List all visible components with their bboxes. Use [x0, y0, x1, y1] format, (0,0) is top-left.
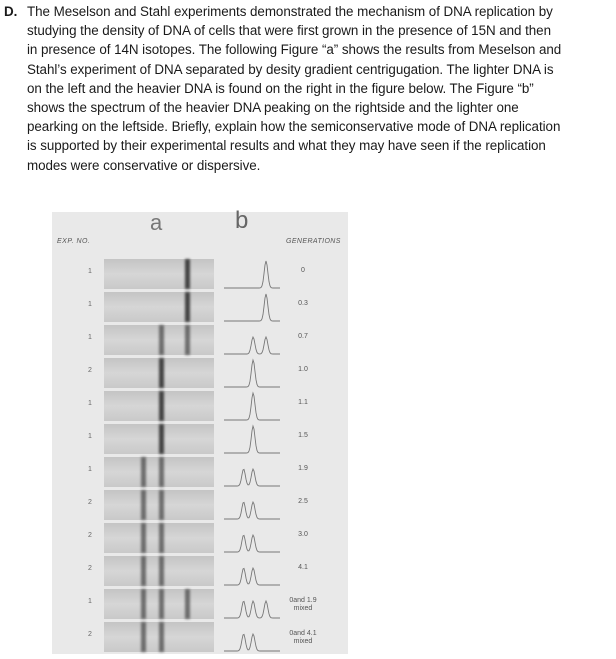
generation-value: 0and 1.9 mixed [289, 597, 317, 612]
dna-band [159, 457, 164, 487]
centrifuge-strip [104, 358, 214, 388]
exp-number: 2 [88, 499, 92, 506]
centrifuge-strip [104, 589, 214, 619]
density-spectrum [222, 455, 282, 489]
centrifuge-strip [104, 424, 214, 454]
centrifuge-strip [104, 292, 214, 322]
generation-value: 2.5 [298, 498, 308, 505]
centrifuge-strip [104, 523, 214, 553]
spectrum-curve [224, 294, 280, 321]
figure-row [52, 553, 348, 588]
centrifuge-strip [104, 259, 214, 289]
density-spectrum [222, 620, 282, 654]
centrifuge-strip [104, 556, 214, 586]
centrifuge-strip [104, 391, 214, 421]
dna-band [141, 523, 146, 553]
spectrum-curve [224, 568, 280, 585]
figure-row [52, 421, 348, 456]
generation-value: 3.0 [298, 531, 308, 538]
spectrum-curve [224, 360, 280, 387]
dna-band [185, 292, 190, 322]
generation-value: 1.9 [298, 465, 308, 472]
dna-band [159, 589, 164, 619]
spectrum-curve [224, 502, 280, 519]
dna-band [185, 325, 190, 355]
figure-row [52, 487, 348, 522]
figure-row [52, 289, 348, 324]
exp-number: 2 [88, 532, 92, 539]
centrifuge-strip [104, 325, 214, 355]
density-spectrum [222, 323, 282, 357]
centrifuge-strip [104, 490, 214, 520]
dna-band [141, 622, 146, 652]
dna-band [159, 523, 164, 553]
spectrum-curve [224, 469, 280, 486]
density-spectrum [222, 290, 282, 324]
figure-row [52, 388, 348, 423]
figure-row [52, 454, 348, 489]
dna-band [159, 556, 164, 586]
centrifuge-strip [104, 622, 214, 652]
exp-number: 1 [88, 598, 92, 605]
dna-band [141, 490, 146, 520]
generation-value: 1.0 [298, 366, 308, 373]
figure-a-label: a [150, 210, 163, 235]
figure-row [52, 355, 348, 390]
exp-number: 2 [88, 367, 92, 374]
spectrum-curve [224, 634, 280, 651]
question-label: D. [4, 4, 18, 19]
generation-value: 0 [301, 267, 305, 274]
density-spectrum [222, 422, 282, 456]
figure-row [52, 619, 348, 654]
dna-band [159, 622, 164, 652]
generation-value: 0.3 [298, 300, 308, 307]
dna-band [141, 589, 146, 619]
density-spectrum [222, 488, 282, 522]
exp-number: 1 [88, 334, 92, 341]
exp-no-header: EXP. NO. [57, 238, 91, 245]
meselson-stahl-figure [52, 207, 348, 654]
generation-value: 0and 4.1 mixed [289, 630, 317, 645]
spectrum-curve [224, 601, 280, 618]
figure-row [52, 256, 348, 291]
density-spectrum [222, 554, 282, 588]
figure-b-label: b [235, 207, 249, 234]
question-text: The Meselson and Stahl experiments demonstrated the mechanism of DNA replication by studying the density of DNA of cells that were first grown in the presence of 15N and then in presence of 14N isotopes. The following Figure “a” shows the results from Meselson and Stahl’s experiment of DNA separated by desity gradient centrigugation. The lighter DNA is on the left and the heavier DNA is found on the right in the figure below. The Figure “b” shows the spectrum of the heavier DNA peaking on the rightside and the lighter one pearking on the leftside. Briefly, explain how the semiconservative mode of DNA replication is supported by their experimental results and what they may have seen if the replication modes were conservative or dispersive. [27, 4, 562, 173]
exp-number: 1 [88, 301, 92, 308]
density-spectrum [222, 356, 282, 390]
generations-header: GENERATIONS [286, 238, 341, 245]
spectrum-curve [224, 337, 280, 354]
spectrum-curve [224, 393, 280, 420]
dna-band [159, 490, 164, 520]
density-spectrum [222, 587, 282, 621]
dna-band [159, 391, 164, 421]
dna-band [185, 589, 190, 619]
dna-band [141, 457, 146, 487]
density-spectrum [222, 521, 282, 555]
exp-number: 1 [88, 268, 92, 275]
dna-band [159, 358, 164, 388]
dna-band [141, 556, 146, 586]
spectrum-curve [224, 535, 280, 552]
generation-value: 1.1 [298, 399, 308, 406]
dna-band [185, 259, 190, 289]
centrifuge-strip [104, 457, 214, 487]
exp-number: 2 [88, 631, 92, 638]
dna-band [159, 325, 164, 355]
spectrum-curve [224, 426, 280, 453]
exp-number: 2 [88, 565, 92, 572]
density-spectrum [222, 257, 282, 291]
generation-value: 0.7 [298, 333, 308, 340]
density-spectrum [222, 389, 282, 423]
figure-row [52, 322, 348, 357]
exp-number: 1 [88, 400, 92, 407]
generation-value: 1.5 [298, 432, 308, 439]
dna-band [159, 424, 164, 454]
generation-value: 4.1 [298, 564, 308, 571]
figure-row [52, 586, 348, 621]
figure-row [52, 520, 348, 555]
exp-number: 1 [88, 433, 92, 440]
exp-number: 1 [88, 466, 92, 473]
spectrum-curve [224, 261, 280, 288]
